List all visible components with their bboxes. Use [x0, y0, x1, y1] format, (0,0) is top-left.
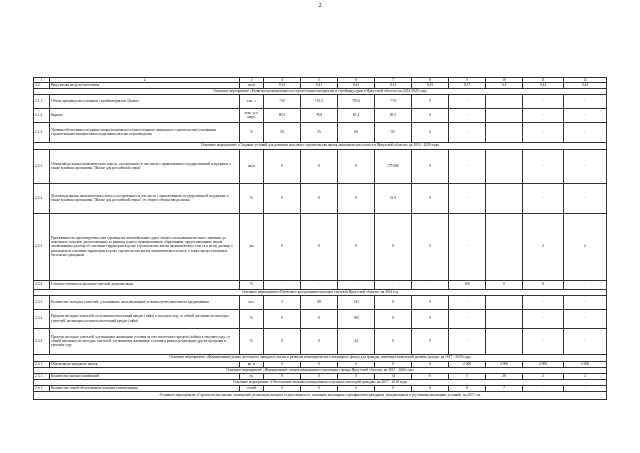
row-unit: %	[240, 280, 264, 289]
row-unit: кв. м	[240, 361, 264, 367]
row-value: -	[523, 149, 564, 183]
row-value: -	[449, 309, 486, 328]
row-value: 2 000	[564, 361, 607, 367]
row-value: -	[564, 183, 607, 213]
row-value: -	[449, 94, 486, 108]
row-indicator-name: Протяженность проектируемых или строящихся автомобильных дорог общего пользования местного значения до земельных участков, расположенных в границах одного муниципального образования, предоставленных лицам, заключившим договор об освоении территории в целях строительства жилья экономического класса и (или) договор о комплексном освоении территории в целях строительства жилья экономического класса, а также предоставленных бесплатно гражданам	[50, 213, 240, 280]
section-row	[34, 142, 607, 149]
row-value: -	[449, 149, 486, 183]
row-value: 0	[375, 385, 412, 391]
row-value: -	[523, 385, 564, 391]
row-value: 55	[301, 122, 338, 142]
header-cell-10: 10	[486, 78, 523, 83]
section-title: Основное мероприятие «Ипотечное кредитование молодых учителей Иркутской области» на 2014 год	[34, 289, 607, 295]
row-value: -	[449, 328, 486, 354]
row-value: 0	[412, 108, 449, 122]
row-value: 7	[486, 385, 523, 391]
row-code: 2.2.1.	[34, 149, 50, 183]
row-value: 5	[264, 295, 301, 309]
row-value: 735	[264, 94, 301, 108]
header-cell-12: 12	[564, 78, 607, 83]
row-value: 0	[412, 94, 449, 108]
row-indicator-name: Процент молодых учителей, получивших ипотечный кредит (займ) в текущем году, от общей численности молодых учителей, желающих получить ипотечный кредит (займ)	[50, 309, 240, 328]
row-value: 0	[338, 213, 375, 280]
header-cell-3: 3	[240, 78, 264, 83]
header-cell-5: 5	[301, 78, 338, 83]
row-unit: %	[240, 183, 264, 213]
row-value: 0	[264, 373, 301, 379]
row-code: 2.1.1.	[34, 94, 50, 108]
row-indicator-name: Кирпич	[50, 108, 240, 122]
table-row	[34, 213, 607, 280]
row-value: -	[449, 122, 486, 142]
row-value: 0	[264, 149, 301, 183]
row-code: 2.2.2.	[34, 183, 50, 213]
row-value: 0	[412, 373, 449, 379]
row-value: 0	[412, 328, 449, 354]
row-value: -	[564, 280, 607, 289]
row-value: -	[564, 328, 607, 354]
row-value: 0,44	[564, 83, 607, 88]
row-value: 0	[301, 309, 338, 328]
row-value: 0	[375, 309, 412, 328]
row-unit: %	[240, 328, 264, 354]
row-value: 2	[523, 213, 564, 280]
indicators-table	[33, 77, 607, 400]
row-value: 0	[264, 309, 301, 328]
row-value: 0	[412, 183, 449, 213]
row-value: 80,3	[264, 108, 301, 122]
row-value: -	[564, 309, 607, 328]
header-cell-4: 4	[264, 78, 301, 83]
row-value: -	[523, 309, 564, 328]
row-value: -	[564, 385, 607, 391]
row-unit: %	[240, 122, 264, 142]
row-indicator-name: Процент молодых учителей, улучшивших жилищные условия за счет ипотечного кредита (займа) в текущем году, от общей численности молодых учителей, улучшивших жилищные условия в рамках реализации других программ в текущем году	[50, 328, 240, 354]
row-value: 0,41	[338, 83, 375, 88]
row-value: -	[449, 183, 486, 213]
row-value: 0,33	[375, 83, 412, 88]
row-value: -	[412, 280, 449, 289]
row-value: -	[449, 295, 486, 309]
row-indicator-name: Количество жилых помещений	[50, 373, 240, 379]
row-value: 0	[338, 373, 375, 379]
row-value: -	[449, 213, 486, 280]
row-value: -	[564, 295, 607, 309]
table-row	[34, 309, 607, 328]
row-value: 2	[564, 373, 607, 379]
row-value: 0	[412, 385, 449, 391]
row-value: 0	[486, 280, 523, 289]
row-value: 0	[412, 149, 449, 183]
row-code: 2.3.1.	[34, 295, 50, 309]
row-value: -	[486, 295, 523, 309]
row-value: 2 000	[523, 361, 564, 367]
row-value: -	[523, 122, 564, 142]
row-value: 0	[523, 280, 564, 289]
row-value: 0	[412, 122, 449, 142]
section-title: Основное мероприятие «Обеспечение жилыми помещениями отдельных категорий граждан» на 2017 - 2018 годы	[34, 379, 607, 385]
row-indicator-name: Количество семей обеспеченных жилыми помещениями	[50, 385, 240, 391]
row-value: -	[486, 94, 523, 108]
row-value: -	[523, 295, 564, 309]
row-value: -	[564, 122, 607, 142]
row-value: 50	[264, 122, 301, 142]
row-code: 2.5.1.	[34, 373, 50, 379]
row-unit: млн. усл. кирп.	[240, 108, 264, 122]
section-row	[34, 391, 607, 399]
row-value: 80	[301, 295, 338, 309]
row-value: 0	[338, 183, 375, 213]
row-value: 81,2	[338, 108, 375, 122]
row-value: 6	[412, 213, 449, 280]
row-value: 2 000	[449, 361, 486, 367]
row-value: 770	[375, 94, 412, 108]
row-value: -	[449, 108, 486, 122]
row-value: 0,41	[301, 83, 338, 88]
header-cell-11: 11	[523, 78, 564, 83]
row-value: -	[564, 149, 607, 183]
row-code: 2.6.1.	[34, 385, 50, 391]
row-value: -	[486, 328, 523, 354]
row-value: 0	[375, 328, 412, 354]
row-value: -	[264, 280, 301, 289]
row-value: -	[375, 280, 412, 289]
row-unit: ед.	[240, 373, 264, 379]
row-unit: кв.м	[240, 149, 264, 183]
row-unit: чел.	[240, 295, 264, 309]
table-row	[34, 183, 607, 213]
row-value: 0	[301, 361, 338, 367]
row-code: 2.2.	[34, 83, 50, 88]
row-value: 0	[264, 213, 301, 280]
row-value: 0,35	[264, 83, 301, 88]
row-value: 0,42	[523, 83, 564, 88]
row-value: 60	[338, 122, 375, 142]
row-unit: тыс. т	[240, 94, 264, 108]
row-value: 0	[375, 361, 412, 367]
row-value: 0	[264, 361, 301, 367]
row-value: 0,35	[412, 83, 449, 88]
row-value: 0	[301, 373, 338, 379]
table-row	[34, 94, 607, 108]
row-unit: кв.м	[240, 83, 264, 88]
row-value: -	[564, 94, 607, 108]
row-unit: %	[240, 309, 264, 328]
row-value: 100	[338, 309, 375, 328]
row-value: 0	[301, 328, 338, 354]
header-cell-2: 2	[50, 78, 240, 83]
table-row	[34, 149, 607, 183]
table-row	[34, 122, 607, 142]
row-value: 0	[264, 328, 301, 354]
row-value: 14	[375, 373, 412, 379]
row-code: 2.4.1.	[34, 361, 50, 367]
row-value: 21,9	[375, 183, 412, 213]
row-value: -	[486, 213, 523, 280]
row-unit: семей	[240, 385, 264, 391]
row-value: 2	[523, 373, 564, 379]
row-value: 5	[449, 373, 486, 379]
header-cell-6: 6	[338, 78, 375, 83]
row-value: 0	[412, 309, 449, 328]
header-cell-7: 7	[375, 78, 412, 83]
row-value: 143	[338, 295, 375, 309]
row-indicator-name: Степень готовности проектно-сметной документации	[50, 280, 240, 289]
row-value: 0	[338, 361, 375, 367]
row-value: 0,4	[486, 83, 523, 88]
row-value: -	[301, 280, 338, 289]
row-value: 0	[375, 213, 412, 280]
row-value: 755,6	[338, 94, 375, 108]
row-indicator-name: Количество молодых учителей, улучшивших свои жилищные условия путем ипотечного кредитования	[50, 295, 240, 309]
row-value: -	[486, 149, 523, 183]
row-value: 0	[264, 183, 301, 213]
page-number: 2	[318, 3, 322, 9]
row-value: 0	[412, 295, 449, 309]
row-value: -	[486, 309, 523, 328]
row-value: 175 000	[375, 149, 412, 183]
row-code: 2.3.2.	[34, 309, 50, 328]
row-value: 0	[375, 295, 412, 309]
row-value: -	[523, 108, 564, 122]
section-title: Основное мероприятие «Строительство жилых помещений, реализация которых осуществляется с помощью жилищных сертификатов гражданам, нуждающимся в улучшении жилищных условий» на 2017 год	[34, 391, 607, 399]
row-indicator-name: Ввод жилья на душу населения	[50, 83, 240, 88]
row-value: 2 000	[486, 361, 523, 367]
row-value: 0	[301, 149, 338, 183]
row-value: 2	[564, 213, 607, 280]
row-code: 2.2.4.	[34, 280, 50, 289]
row-code: 2.3.3.	[34, 328, 50, 354]
row-value: 0	[338, 149, 375, 183]
row-indicator-name: Объем ввода арендного жилья	[50, 361, 240, 367]
row-value: 100	[449, 280, 486, 289]
section-title: Основное мероприятие «Развитие промышленности строительных материалов и стройиндустрии в Иркутской области» на 2014-2020 годы	[34, 88, 607, 94]
section-row	[34, 354, 607, 361]
row-value: 0	[301, 183, 338, 213]
table-row	[34, 328, 607, 354]
row-indicator-name: Объем ввода жилья экономического класса, построенного в том числе с привлечением государственной поддержки, а также в рамках программы "Жилье для российской семьи"	[50, 149, 240, 183]
header-cell-1: 1	[34, 78, 50, 83]
row-value: 0,37	[449, 83, 486, 88]
row-value: 78,8	[301, 108, 338, 122]
row-value: -	[523, 183, 564, 213]
header-cell-8: 8	[412, 78, 449, 83]
row-value: 44	[338, 328, 375, 354]
table-row	[34, 108, 607, 122]
row-value: 0	[412, 361, 449, 367]
section-title: Основное мероприятие «Формирование специализированного жилищного фонда Иркутской области» на 2015 - 2020 годы	[34, 367, 607, 373]
row-value: 0	[264, 385, 301, 391]
row-value: 65	[375, 122, 412, 142]
row-code: 2.1.2.	[34, 108, 50, 122]
row-value: 0	[338, 385, 375, 391]
row-value: -	[486, 122, 523, 142]
section-title: Основное мероприятие «Формирование рынка доступного арендного жилья и развитие некоммерческого жилищного фонда для граждан, имеющих невысокий уровень дохода» на 2017 - 2020 годы	[34, 354, 607, 361]
row-value: -	[523, 94, 564, 108]
row-code: 2.2.3.	[34, 213, 50, 280]
row-indicator-name: Объем производства основных стройматериалов: Цемент	[50, 94, 240, 108]
table-row	[34, 280, 607, 289]
row-unit: км	[240, 213, 264, 280]
row-value: -	[486, 108, 523, 122]
header-cell-9: 9	[449, 78, 486, 83]
row-value: 0	[301, 213, 338, 280]
row-value: -	[523, 328, 564, 354]
table-row	[34, 295, 607, 309]
row-indicator-name: Доля ввода жилья экономического класса, построенного в том числе с привлечением государственной поддержки, а также в рамках программы "Жилье для российской семьи", от общего объема ввода жилья	[50, 183, 240, 213]
row-code: 2.1.3.	[34, 122, 50, 142]
row-value: 26	[486, 373, 523, 379]
row-indicator-name: Уровень обеспеченности рынка жилья экономкласса (малоэтажного жилищного строительства) основными строительными материалами и изделиями местного производства	[50, 122, 240, 142]
row-value: 713,5	[301, 94, 338, 108]
row-value: 0	[301, 385, 338, 391]
row-value: 85,5	[375, 108, 412, 122]
row-value: -	[486, 183, 523, 213]
row-value: -	[564, 108, 607, 122]
row-value: 6	[449, 385, 486, 391]
row-value: -	[338, 280, 375, 289]
section-title: Основное мероприятие «Создание условий для развития массового строительства жилья экономического класса в Иркутской области» на 2014 - 2020 годы	[34, 142, 607, 149]
